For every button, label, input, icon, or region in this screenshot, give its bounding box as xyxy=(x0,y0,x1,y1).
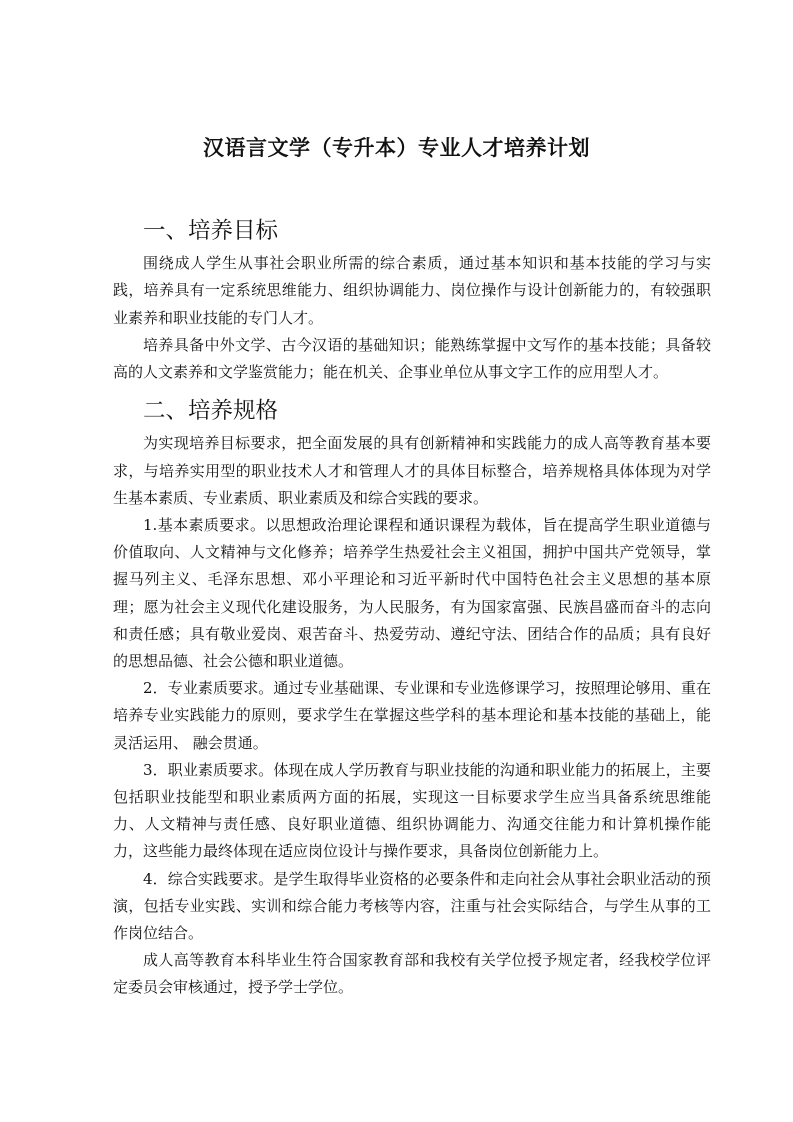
paragraph: 2．专业素质要求。通过专业基础课、专业课和专业选修课学习，按照理论够用、重在培养专业实践能力的原则，要求学生在掌握这些学科的基本理论和基本技能的基础上，能灵活运用、 融会贯通。 xyxy=(113,679,711,752)
section-heading-specs: 二、培养规格 xyxy=(143,398,279,425)
paragraph: 培养具备中外文学、古今汉语的基础知识；能熟练掌握中文写作的基本技能；具备较高的人文素养和文学鉴赏能力；能在机关、企事业单位从事文字工作的应用型人才。 xyxy=(113,335,711,382)
document-title: 汉语言文学（专升本）专业人才培养计划 xyxy=(203,135,590,160)
paragraph: 3．职业素质要求。体现在成人学历教育与职业技能的沟通和职业能力的拓展上，主要包括职业技能型和职业素质两方面的拓展，实现这一目标要求学生应当具备系统思维能力、人文精神与责任感、良好职业道德、组织协调能力、沟通交往能力和计算机操作能力，这些能力最终体现在适应岗位设计与操作要求，具备岗位创新能力上。 xyxy=(113,760,711,861)
paragraph: 4．综合实践要求。是学生取得毕业资格的必要条件和走向社会从事社会职业活动的预演，包括专业实践、实训和综合能力考核等内容，注重与社会实际结合，与学生从事的工作岗位结合。 xyxy=(113,869,711,943)
paragraph: 1.基本素质要求。以思想政治理论课程和通识课程为载体，旨在提高学生职业道德与价值取向、人文精神与文化修养；培养学生热爱社会主义祖国，拥护中国共产党领导，掌握马列主义、毛泽东思想、邓小平理论和习近平新时代中国特色社会主义思想的基本原理；愿为社会主义现代化建设服务，为人民服务，有为国家富强、民族昌盛而奋斗的志向和责任感；具有敬业爱岗、艰苦奋斗、热爱劳动、遵纪守法、团结合作的品质；具有良好的思想品德、社会公德和职业道德。 xyxy=(113,516,711,671)
paragraph: 成人高等教育本科毕业生符合国家教育部和我校有关学位授予规定者，经我校学位评定委员会审核通过，授予学士学位。 xyxy=(113,951,711,997)
paragraph: 围绕成人学生从事社会职业所需的综合素质，通过基本知识和基本技能的学习与实践，培养具有一定系统思维能力、组织协调能力、岗位操作与设计创新能力的，有较强职业素养和职业技能的专门人才。 xyxy=(113,254,711,327)
document-body xyxy=(113,218,711,1002)
paragraph: 为实现培养目标要求，把全面发展的具有创新精神和实践能力的成人高等教育基本要求，与培养实用型的职业技术人才和管理人才的具体目标整合，培养规格具体体现为对学生基本素质、专业素质、职业素质及和综合实践的要求。 xyxy=(113,434,711,507)
section-heading-goals: 一、培养目标 xyxy=(143,218,279,244)
